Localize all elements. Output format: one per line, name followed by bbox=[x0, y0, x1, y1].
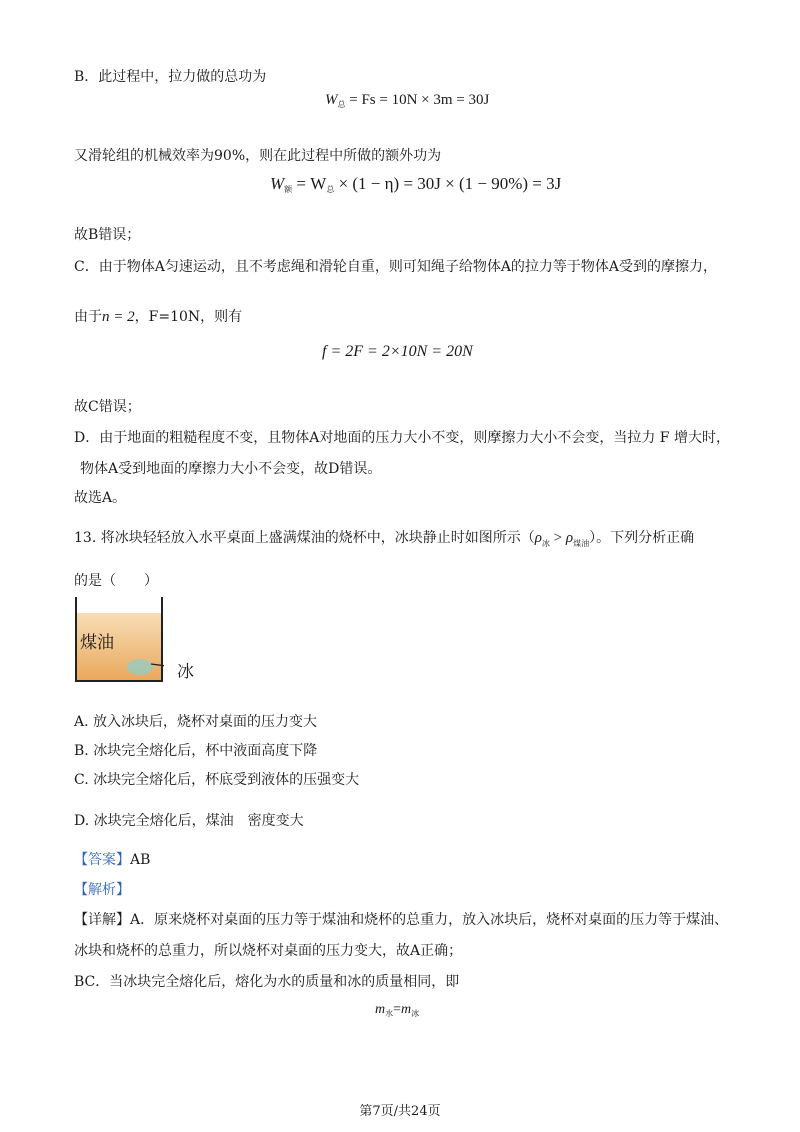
label-kerosene: 煤油 bbox=[80, 633, 114, 653]
equation-extra-work: $W_额 = W_总 \times (1 - \eta) = 30J \times (1 - 90\%) = 3J$ bbox=[270, 174, 562, 194]
detail-line-1: 【详解】A．原来烧杯对桌面的压力等于煤油和烧杯的总重力，放入冰块后，烧杯对桌面的压力等于煤油、 bbox=[74, 912, 729, 928]
b-wrong: 故B错误； bbox=[74, 227, 141, 243]
d-line-1: D．由于地面的粗糙程度不变，且物体A对地面的压力大小不变，则摩擦力大小不会变，当拉力 F 增大时， bbox=[74, 430, 730, 446]
page-footer: 第7页/共24页 bbox=[359, 1104, 441, 1119]
option-d: D. 冰块完全熔化后，煤油 密度变大 bbox=[74, 813, 304, 829]
analysis-tag: 【解析】 bbox=[74, 882, 130, 898]
c-given: 由于n = 2，F=10N，则有 bbox=[74, 309, 243, 325]
equation-mass: $m_水=m_冰$ bbox=[375, 1002, 420, 1018]
answer-tag: 【答案】 bbox=[74, 852, 130, 868]
b-intro: B．此过程中，拉力做的总功为 bbox=[74, 69, 267, 85]
equation-friction: f = 2F = 2×10N = 20N bbox=[322, 343, 473, 360]
answer-line: 【答案】AB bbox=[74, 852, 151, 868]
detail-line-2: 冰块和烧杯的总重力，所以烧杯对桌面的压力变大，故A正确； bbox=[74, 943, 463, 959]
equation-total-work: $W_总 = Fs = 10N \times 3m = 30J$ bbox=[325, 92, 490, 109]
d-line-2: 物体A受到地面的摩擦力大小不会变，故D错误。 bbox=[80, 461, 382, 477]
bc-line: BC．当冰块完全熔化后，熔化为水的质量和冰的质量相同，即 bbox=[74, 974, 460, 990]
question-13-line-2: 的是（ ） bbox=[74, 573, 158, 589]
label-ice: 冰 bbox=[177, 662, 194, 682]
question-13-line-1: 13. 将冰块轻轻放入水平桌面上盛满煤油的烧杯中，冰块静止时如图所示$(\rho_冰 > \rho_{煤油})$。下列分析正确 bbox=[74, 530, 695, 548]
option-c: C. 冰块完全熔化后，杯底受到液体的压强变大 bbox=[74, 772, 360, 788]
option-a: A. 放入冰块后，烧杯对桌面的压力变大 bbox=[74, 714, 318, 730]
ice-cube bbox=[127, 659, 153, 675]
c-intro: C．由于物体A匀速运动，且不考虑绳和滑轮自重，则可知绳子给物体A的拉力等于物体A受到的摩擦力， bbox=[74, 259, 718, 275]
choose-a: 故选A。 bbox=[74, 490, 127, 506]
efficiency-line: 又滑轮组的机械效率为90%，则在此过程中所做的额外功为 bbox=[74, 148, 442, 164]
c-wrong: 故C错误； bbox=[74, 399, 141, 415]
option-b: B. 冰块完全熔化后，杯中液面高度下降 bbox=[74, 743, 318, 759]
